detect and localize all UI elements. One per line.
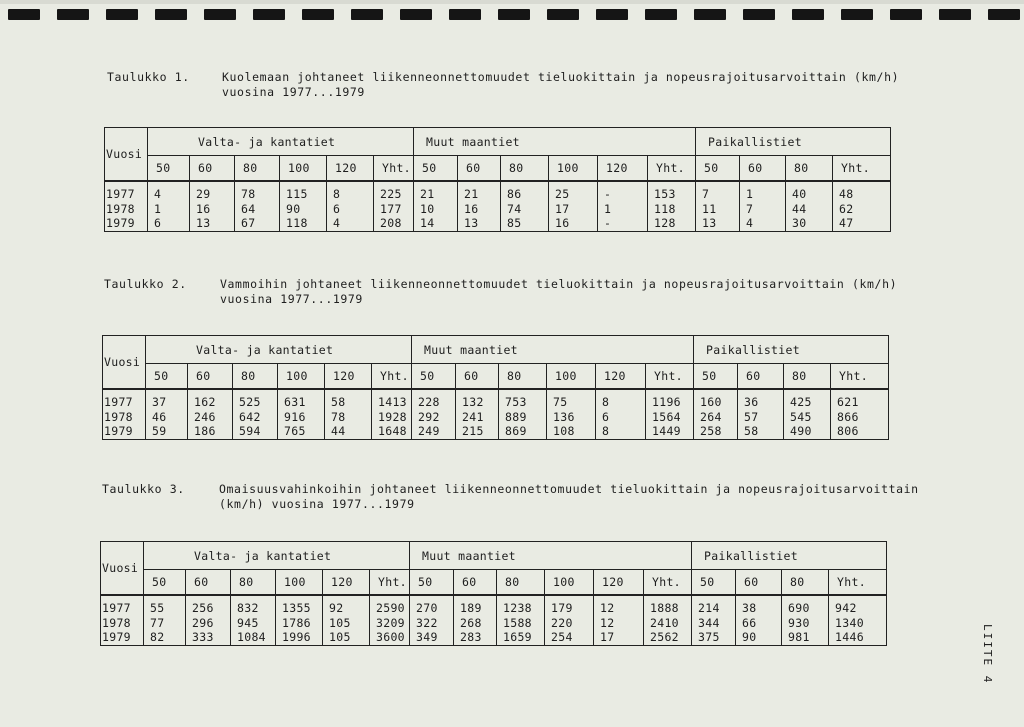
speed-limit-header: 60 (188, 364, 233, 390)
road-class-header: Valta- ja kantatiet (146, 336, 412, 364)
binding-hole (890, 9, 922, 20)
speed-limit-header: Yht. (374, 156, 414, 182)
count-values: 55 77 82 (144, 595, 186, 645)
statistics-table (104, 127, 891, 232)
count-values: 690 930 981 (782, 595, 829, 645)
binding-hole (204, 9, 236, 20)
count-values: 1238 1588 1659 (497, 595, 545, 645)
road-class-header: Muut maantiet (414, 128, 696, 156)
speed-limit-header: 120 (327, 156, 374, 182)
speed-limit-header: 50 (414, 156, 458, 182)
count-values: 1355 1786 1996 (276, 595, 323, 645)
count-values: 179 220 254 (545, 595, 594, 645)
speed-limit-header: 80 (497, 570, 545, 596)
road-class-header: Valta- ja kantatiet (148, 128, 414, 156)
count-values: - 1 - (598, 181, 648, 231)
speed-limit-header: 60 (740, 156, 786, 182)
count-values: 214 344 375 (692, 595, 736, 645)
speed-limit-header: 50 (144, 570, 186, 596)
speed-limit-header: 100 (276, 570, 323, 596)
count-values: 78 64 67 (235, 181, 280, 231)
table-title: Vammoihin johtaneet liikenneonnettomuudet tieluokittain ja nopeusrajoitusarvoittain (km/h) (220, 277, 898, 291)
count-values: 8 6 4 (327, 181, 374, 231)
road-class-header: Muut maantiet (410, 542, 692, 570)
road-class-header: Muut maantiet (412, 336, 694, 364)
table-caption (104, 277, 904, 309)
road-class-header: Paikallistiet (694, 336, 889, 364)
speed-limit-header: 50 (692, 570, 736, 596)
speed-limit-header: 100 (280, 156, 327, 182)
binding-hole (498, 9, 530, 20)
speed-limit-header: 50 (694, 364, 738, 390)
speed-limit-header: 120 (598, 156, 648, 182)
speed-limit-header: 50 (146, 364, 188, 390)
count-values: 37 46 59 (146, 389, 188, 439)
table-title: Kuolemaan johtaneet liikenneonnettomuudet tieluokittain ja nopeusrajoitusarvoittain (km/h) (222, 70, 900, 84)
speed-limit-header: 120 (594, 570, 644, 596)
count-values: 225 177 208 (374, 181, 414, 231)
count-values: 189 268 283 (454, 595, 497, 645)
road-class-header: Paikallistiet (696, 128, 891, 156)
speed-limit-header: Yht. (829, 570, 887, 596)
speed-limit-header: Yht. (833, 156, 891, 182)
speed-limit-header: Yht. (372, 364, 412, 390)
speed-limit-header: 100 (278, 364, 325, 390)
count-values: 1413 1928 1648 (372, 389, 412, 439)
speed-limit-header: 50 (696, 156, 740, 182)
speed-limit-header: 120 (325, 364, 372, 390)
binding-hole (596, 9, 628, 20)
speed-limit-header: 80 (786, 156, 833, 182)
count-values: 115 90 118 (280, 181, 327, 231)
count-values: 25 17 16 (549, 181, 598, 231)
ring-binding (0, 0, 1024, 22)
speed-limit-header: 120 (596, 364, 646, 390)
speed-limit-header: Yht. (648, 156, 696, 182)
speed-limit-header: 50 (410, 570, 454, 596)
count-values: 4 1 6 (148, 181, 190, 231)
table-title-line2: vuosina 1977...1979 (222, 85, 365, 99)
count-values: 832 945 1084 (231, 595, 276, 645)
binding-hole (302, 9, 334, 20)
binding-hole (106, 9, 138, 20)
speed-limit-header: 100 (547, 364, 596, 390)
count-values: 75 136 108 (547, 389, 596, 439)
count-values: 36 57 58 (738, 389, 784, 439)
binding-hole (253, 9, 285, 20)
table-caption (107, 70, 907, 102)
year-header: Vuosi (103, 336, 146, 390)
speed-limit-header: 80 (784, 364, 831, 390)
table-title: Omaisuusvahinkoihin johtaneet liikenneonnettomuudet tieluokittain ja nopeusrajoitusarvoittain (219, 482, 919, 496)
binding-hole (988, 9, 1020, 20)
speed-limit-header: 100 (545, 570, 594, 596)
speed-limit-header: 80 (782, 570, 829, 596)
speed-limit-header: 80 (499, 364, 547, 390)
speed-limit-header: 60 (736, 570, 782, 596)
year-values: 1977 1978 1979 (101, 595, 144, 645)
binding-hole (400, 9, 432, 20)
speed-limit-header: 60 (458, 156, 501, 182)
table-number: Taulukko 1. (107, 70, 190, 84)
count-values: 1196 1564 1449 (646, 389, 694, 439)
year-values: 1977 1978 1979 (103, 389, 146, 439)
speed-limit-header: 80 (233, 364, 278, 390)
speed-limit-header: 50 (148, 156, 190, 182)
speed-limit-header: 80 (231, 570, 276, 596)
count-values: 162 246 186 (188, 389, 233, 439)
table-number: Taulukko 2. (104, 277, 187, 291)
count-values: 525 642 594 (233, 389, 278, 439)
count-values: 40 44 30 (786, 181, 833, 231)
count-values: 7 11 13 (696, 181, 740, 231)
year-header: Vuosi (105, 128, 148, 182)
binding-hole (841, 9, 873, 20)
count-values: 92 105 105 (323, 595, 370, 645)
count-values: 86 74 85 (501, 181, 549, 231)
count-values: 621 866 806 (831, 389, 889, 439)
count-values: 256 296 333 (186, 595, 231, 645)
count-values: 942 1340 1446 (829, 595, 887, 645)
binding-hole (57, 9, 89, 20)
count-values: 48 62 47 (833, 181, 891, 231)
binding-hole (449, 9, 481, 20)
speed-limit-header: 80 (235, 156, 280, 182)
count-values: 1888 2410 2562 (644, 595, 692, 645)
road-class-header: Paikallistiet (692, 542, 887, 570)
count-values: 132 241 215 (456, 389, 499, 439)
binding-hole (155, 9, 187, 20)
count-values: 228 292 249 (412, 389, 456, 439)
count-values: 753 889 869 (499, 389, 547, 439)
speed-limit-header: Yht. (646, 364, 694, 390)
speed-limit-header: Yht. (370, 570, 410, 596)
speed-limit-header: 60 (456, 364, 499, 390)
count-values: 21 16 13 (458, 181, 501, 231)
speed-limit-header: 60 (738, 364, 784, 390)
speed-limit-header: Yht. (831, 364, 889, 390)
speed-limit-header: 100 (549, 156, 598, 182)
count-values: 153 118 128 (648, 181, 696, 231)
statistics-table (102, 335, 889, 440)
speed-limit-header: 50 (412, 364, 456, 390)
count-values: 38 66 90 (736, 595, 782, 645)
binding-hole (939, 9, 971, 20)
speed-limit-header: 60 (190, 156, 235, 182)
count-values: 160 264 258 (694, 389, 738, 439)
speed-limit-header: 80 (501, 156, 549, 182)
count-values: 1 7 4 (740, 181, 786, 231)
speed-limit-header: Yht. (644, 570, 692, 596)
count-values: 425 545 490 (784, 389, 831, 439)
count-values: 631 916 765 (278, 389, 325, 439)
binding-hole (792, 9, 824, 20)
count-values: 12 12 17 (594, 595, 644, 645)
binding-hole (351, 9, 383, 20)
count-values: 270 322 349 (410, 595, 454, 645)
speed-limit-header: 60 (186, 570, 231, 596)
speed-limit-header: 120 (323, 570, 370, 596)
binding-hole (645, 9, 677, 20)
count-values: 8 6 8 (596, 389, 646, 439)
count-values: 58 78 44 (325, 389, 372, 439)
count-values: 2590 3209 3600 (370, 595, 410, 645)
table-caption (102, 482, 919, 514)
binding-hole (8, 9, 40, 20)
speed-limit-header: 60 (454, 570, 497, 596)
count-values: 29 16 13 (190, 181, 235, 231)
binding-hole (547, 9, 579, 20)
binding-hole (694, 9, 726, 20)
appendix-label: LIITE 4 (981, 624, 994, 685)
statistics-table (100, 541, 887, 646)
road-class-header: Valta- ja kantatiet (144, 542, 410, 570)
table-title-line2: vuosina 1977...1979 (220, 292, 363, 306)
table-title-line2: (km/h) vuosina 1977...1979 (219, 497, 415, 511)
year-header: Vuosi (101, 542, 144, 596)
binding-hole (743, 9, 775, 20)
table-number: Taulukko 3. (102, 482, 185, 496)
count-values: 21 10 14 (414, 181, 458, 231)
year-values: 1977 1978 1979 (105, 181, 148, 231)
